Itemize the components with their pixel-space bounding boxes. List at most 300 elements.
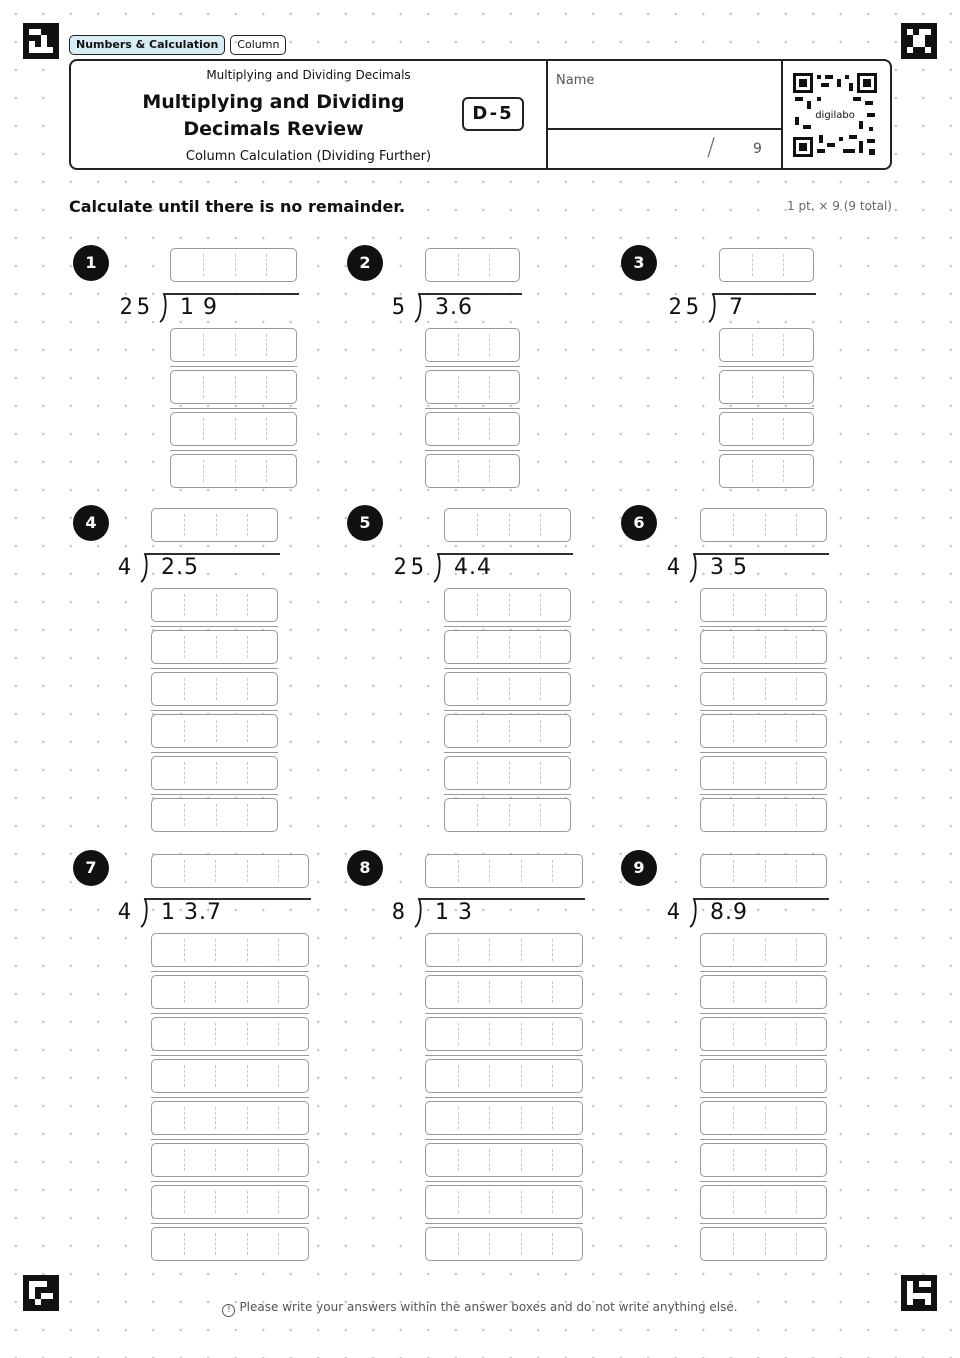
box-cell-divider <box>184 1065 185 1087</box>
box-cell-divider <box>458 860 459 882</box>
box-cell-divider <box>752 254 753 276</box>
divisor: 4 <box>666 900 684 925</box>
box-cell-divider <box>489 1107 490 1129</box>
subtraction-line <box>700 1013 827 1014</box>
dividend: 3.6 <box>435 295 473 320</box>
work-box[interactable] <box>151 1143 309 1177</box>
work-box[interactable] <box>425 1227 583 1261</box>
box-cell-divider <box>521 1065 522 1087</box>
divisor: 25 <box>668 295 703 320</box>
box-cell-divider <box>247 514 248 536</box>
box-cell-divider <box>215 1023 216 1045</box>
box-cell-divider <box>247 720 248 742</box>
work-box[interactable] <box>700 933 827 967</box>
box-cell-divider <box>509 636 510 658</box>
page-title: Multiplying and Dividing Decimals Review <box>142 91 405 140</box>
subtraction-line <box>151 1097 309 1098</box>
box-cell-divider <box>733 981 734 1003</box>
box-cell-divider <box>796 860 797 882</box>
box-cell-divider <box>203 460 204 482</box>
box-cell-divider <box>796 1107 797 1129</box>
work-box[interactable] <box>425 933 583 967</box>
box-cell-divider <box>278 981 279 1003</box>
subtraction-line <box>700 1223 827 1224</box>
work-box[interactable] <box>170 454 297 488</box>
box-cell-divider <box>184 678 185 700</box>
box-cell-divider <box>477 594 478 616</box>
box-cell-divider <box>796 939 797 961</box>
box-cell-divider <box>215 1107 216 1129</box>
box-cell-divider <box>489 939 490 961</box>
subtraction-line <box>151 752 278 753</box>
box-cell-divider <box>796 1065 797 1087</box>
box-cell-divider <box>552 1191 553 1213</box>
box-cell-divider <box>509 594 510 616</box>
box-cell-divider <box>540 594 541 616</box>
work-box[interactable] <box>700 630 827 664</box>
problem-number: 3 <box>621 245 657 281</box>
score-slash: / <box>707 133 716 161</box>
box-cell-divider <box>733 804 734 826</box>
work-box[interactable] <box>444 756 571 790</box>
box-cell-divider <box>184 1233 185 1255</box>
box-cell-divider <box>489 1233 490 1255</box>
subtraction-line <box>444 794 571 795</box>
work-box[interactable] <box>151 588 278 622</box>
subtraction-line <box>700 752 827 753</box>
qr-label: digilabo <box>815 110 855 121</box>
box-cell-divider <box>521 1149 522 1171</box>
box-cell-divider <box>216 636 217 658</box>
box-cell-divider <box>796 981 797 1003</box>
quotient-answer-box[interactable] <box>700 854 827 888</box>
box-cell-divider <box>752 418 753 440</box>
work-box[interactable] <box>444 798 571 832</box>
quotient-answer-box[interactable] <box>425 854 583 888</box>
subtraction-line <box>700 1139 827 1140</box>
work-box[interactable] <box>151 798 278 832</box>
box-cell-divider <box>489 254 490 276</box>
quotient-answer-box[interactable] <box>425 248 520 282</box>
box-cell-divider <box>247 594 248 616</box>
box-cell-divider <box>765 594 766 616</box>
tag-category: Numbers & Calculation <box>69 35 225 55</box>
subtraction-line <box>151 668 278 669</box>
header-title-area <box>71 61 546 168</box>
box-cell-divider <box>216 678 217 700</box>
box-cell-divider <box>216 762 217 784</box>
box-cell-divider <box>477 804 478 826</box>
header-divider <box>546 61 548 168</box>
work-box[interactable] <box>444 714 571 748</box>
box-cell-divider <box>552 1023 553 1045</box>
box-cell-divider <box>489 860 490 882</box>
box-cell-divider <box>458 334 459 356</box>
box-cell-divider <box>783 376 784 398</box>
box-cell-divider <box>477 514 478 536</box>
work-box[interactable] <box>700 1185 827 1219</box>
work-box[interactable] <box>700 798 827 832</box>
box-cell-divider <box>247 1233 248 1255</box>
work-box[interactable] <box>151 672 278 706</box>
box-cell-divider <box>184 1023 185 1045</box>
subtraction-line <box>151 626 278 627</box>
box-cell-divider <box>184 636 185 658</box>
subtraction-line <box>151 971 309 972</box>
box-cell-divider <box>796 804 797 826</box>
box-cell-divider <box>489 1191 490 1213</box>
work-box[interactable] <box>151 1185 309 1219</box>
box-cell-divider <box>752 460 753 482</box>
box-cell-divider <box>509 720 510 742</box>
box-cell-divider <box>458 1107 459 1129</box>
box-cell-divider <box>477 720 478 742</box>
box-cell-divider <box>184 860 185 882</box>
box-cell-divider <box>752 334 753 356</box>
box-cell-divider <box>266 334 267 356</box>
box-cell-divider <box>796 594 797 616</box>
work-box[interactable] <box>700 756 827 790</box>
box-cell-divider <box>184 762 185 784</box>
dividend: 1 9 <box>180 295 218 320</box>
box-cell-divider <box>765 678 766 700</box>
work-box[interactable] <box>700 1059 827 1093</box>
box-cell-divider <box>458 1149 459 1171</box>
box-cell-divider <box>235 418 236 440</box>
box-cell-divider <box>521 1023 522 1045</box>
box-cell-divider <box>216 720 217 742</box>
box-cell-divider <box>521 939 522 961</box>
box-cell-divider <box>489 376 490 398</box>
work-box[interactable] <box>719 370 814 404</box>
work-box[interactable] <box>700 672 827 706</box>
work-box[interactable] <box>151 1101 309 1135</box>
box-cell-divider <box>247 1191 248 1213</box>
box-cell-divider <box>796 678 797 700</box>
box-cell-divider <box>796 514 797 536</box>
box-cell-divider <box>509 804 510 826</box>
box-cell-divider <box>540 762 541 784</box>
dividend: 3 5 <box>710 555 748 580</box>
subtraction-line <box>700 971 827 972</box>
work-box[interactable] <box>444 588 571 622</box>
box-cell-divider <box>796 636 797 658</box>
work-box[interactable] <box>425 975 583 1009</box>
quotient-answer-box[interactable] <box>444 508 571 542</box>
box-cell-divider <box>540 720 541 742</box>
box-cell-divider <box>266 376 267 398</box>
box-cell-divider <box>765 1107 766 1129</box>
work-box[interactable] <box>151 1227 309 1261</box>
work-box[interactable] <box>425 1101 583 1135</box>
header-subtitle: Multiplying and Dividing Decimals <box>206 68 411 82</box>
divisor: 25 <box>119 295 154 320</box>
box-cell-divider <box>477 636 478 658</box>
subtraction-line <box>425 408 520 409</box>
work-box[interactable] <box>444 672 571 706</box>
box-cell-divider <box>783 460 784 482</box>
box-cell-divider <box>733 678 734 700</box>
work-box[interactable] <box>700 1227 827 1261</box>
box-cell-divider <box>552 1065 553 1087</box>
dividend: 1 3.7 <box>161 900 222 925</box>
box-cell-divider <box>278 1233 279 1255</box>
problem-number: 7 <box>73 850 109 886</box>
dividend: 1 3 <box>435 900 473 925</box>
subtraction-line <box>444 626 571 627</box>
box-cell-divider <box>247 939 248 961</box>
box-cell-divider <box>203 418 204 440</box>
name-label: Name <box>556 73 595 88</box>
work-box[interactable] <box>151 1017 309 1051</box>
dividend: 7 <box>729 295 744 320</box>
subtraction-line <box>170 450 297 451</box>
divisor: 4 <box>117 555 135 580</box>
box-cell-divider <box>247 1023 248 1045</box>
subtraction-line <box>151 1223 309 1224</box>
subtraction-line <box>425 1097 583 1098</box>
problem-number: 8 <box>347 850 383 886</box>
divisor: 25 <box>393 555 428 580</box>
subtraction-line <box>425 1181 583 1182</box>
work-box[interactable] <box>425 454 520 488</box>
box-cell-divider <box>203 376 204 398</box>
box-cell-divider <box>489 1149 490 1171</box>
subtraction-line <box>719 366 814 367</box>
subtraction-line <box>444 752 571 753</box>
box-cell-divider <box>184 514 185 536</box>
footer-note <box>0 1300 960 1317</box>
dividend: 2.5 <box>161 555 199 580</box>
info-icon: ! <box>222 1304 235 1317</box>
box-cell-divider <box>215 939 216 961</box>
box-cell-divider <box>552 1149 553 1171</box>
box-cell-divider <box>458 1233 459 1255</box>
division-bracket-icon <box>707 292 816 324</box>
work-box[interactable] <box>151 714 278 748</box>
box-cell-divider <box>796 720 797 742</box>
divisor: 4 <box>666 555 684 580</box>
box-cell-divider <box>477 678 478 700</box>
box-cell-divider <box>235 460 236 482</box>
work-box[interactable] <box>700 588 827 622</box>
quotient-answer-box[interactable] <box>151 508 278 542</box>
subtraction-line <box>151 1055 309 1056</box>
problem-number: 9 <box>621 850 657 886</box>
work-box[interactable] <box>719 328 814 362</box>
box-cell-divider <box>278 860 279 882</box>
box-cell-divider <box>184 720 185 742</box>
corner-marker-top-right <box>901 23 937 59</box>
box-cell-divider <box>733 720 734 742</box>
box-cell-divider <box>540 636 541 658</box>
box-cell-divider <box>783 418 784 440</box>
work-box[interactable] <box>151 1059 309 1093</box>
box-cell-divider <box>733 594 734 616</box>
box-cell-divider <box>765 1149 766 1171</box>
box-cell-divider <box>489 981 490 1003</box>
box-cell-divider <box>521 981 522 1003</box>
box-cell-divider <box>733 1023 734 1045</box>
box-cell-divider <box>489 418 490 440</box>
box-cell-divider <box>796 762 797 784</box>
box-cell-divider <box>540 804 541 826</box>
box-cell-divider <box>509 678 510 700</box>
work-box[interactable] <box>719 412 814 446</box>
box-cell-divider <box>733 1107 734 1129</box>
box-cell-divider <box>765 762 766 784</box>
subtraction-line <box>151 794 278 795</box>
subtraction-line <box>444 710 571 711</box>
problem-number: 5 <box>347 505 383 541</box>
box-cell-divider <box>247 762 248 784</box>
tag-type: Column <box>230 35 286 55</box>
work-box[interactable] <box>151 933 309 967</box>
box-cell-divider <box>552 981 553 1003</box>
box-cell-divider <box>215 1149 216 1171</box>
box-cell-divider <box>247 804 248 826</box>
box-cell-divider <box>489 1065 490 1087</box>
subtraction-line <box>700 1181 827 1182</box>
subtraction-line <box>700 710 827 711</box>
work-box[interactable] <box>700 1017 827 1051</box>
box-cell-divider <box>247 1149 248 1171</box>
box-cell-divider <box>247 1107 248 1129</box>
box-cell-divider <box>203 254 204 276</box>
box-cell-divider <box>552 1233 553 1255</box>
subtraction-line <box>151 1139 309 1140</box>
box-cell-divider <box>216 804 217 826</box>
box-cell-divider <box>540 514 541 536</box>
box-cell-divider <box>215 1191 216 1213</box>
work-box[interactable] <box>700 1101 827 1135</box>
box-cell-divider <box>215 860 216 882</box>
box-cell-divider <box>216 594 217 616</box>
worksheet-header <box>69 59 892 170</box>
box-cell-divider <box>458 1065 459 1087</box>
box-cell-divider <box>521 1107 522 1129</box>
work-box[interactable] <box>425 1143 583 1177</box>
box-cell-divider <box>247 981 248 1003</box>
box-cell-divider <box>278 1023 279 1045</box>
work-box[interactable] <box>151 975 309 1009</box>
box-cell-divider <box>458 376 459 398</box>
box-cell-divider <box>733 1149 734 1171</box>
qr-code-icon <box>793 73 877 157</box>
work-box[interactable] <box>700 1143 827 1177</box>
subtraction-line <box>425 450 520 451</box>
box-cell-divider <box>733 939 734 961</box>
box-cell-divider <box>184 1107 185 1129</box>
box-cell-divider <box>278 1191 279 1213</box>
subtraction-line <box>425 366 520 367</box>
header-subtitle-2: Column Calculation (Dividing Further) <box>185 149 432 164</box>
box-cell-divider <box>733 514 734 536</box>
box-cell-divider <box>765 981 766 1003</box>
box-cell-divider <box>278 939 279 961</box>
box-cell-divider <box>215 1233 216 1255</box>
work-box[interactable] <box>425 370 520 404</box>
subtraction-line <box>151 1013 309 1014</box>
box-cell-divider <box>783 334 784 356</box>
box-cell-divider <box>266 254 267 276</box>
quotient-answer-box[interactable] <box>170 248 297 282</box>
work-box[interactable] <box>444 630 571 664</box>
footer-text: Please write your answers within the answer boxes and do not write anything else. <box>239 1300 738 1314</box>
box-cell-divider <box>266 418 267 440</box>
quotient-answer-box[interactable] <box>151 854 309 888</box>
subtraction-line <box>425 1055 583 1056</box>
work-box[interactable] <box>425 328 520 362</box>
header-divider <box>546 128 781 130</box>
box-cell-divider <box>184 939 185 961</box>
box-cell-divider <box>540 678 541 700</box>
box-cell-divider <box>278 1065 279 1087</box>
work-box[interactable] <box>151 756 278 790</box>
subtraction-line <box>719 450 814 451</box>
work-box[interactable] <box>700 714 827 748</box>
work-box[interactable] <box>170 370 297 404</box>
box-cell-divider <box>215 1065 216 1087</box>
problem-number: 1 <box>73 245 109 281</box>
subtraction-line <box>700 1055 827 1056</box>
box-cell-divider <box>765 1065 766 1087</box>
quotient-answer-box[interactable] <box>719 248 814 282</box>
work-box[interactable] <box>425 1185 583 1219</box>
problem-number: 6 <box>621 505 657 541</box>
subtraction-line <box>425 1223 583 1224</box>
box-cell-divider <box>783 254 784 276</box>
box-cell-divider <box>489 1023 490 1045</box>
box-cell-divider <box>216 514 217 536</box>
box-cell-divider <box>489 334 490 356</box>
subtraction-line <box>151 1181 309 1182</box>
box-cell-divider <box>184 1149 185 1171</box>
work-box[interactable] <box>425 1017 583 1051</box>
box-cell-divider <box>235 254 236 276</box>
box-cell-divider <box>765 939 766 961</box>
work-box[interactable] <box>719 454 814 488</box>
box-cell-divider <box>796 1023 797 1045</box>
subtraction-line <box>719 408 814 409</box>
box-cell-divider <box>458 1191 459 1213</box>
box-cell-divider <box>184 804 185 826</box>
box-cell-divider <box>458 1023 459 1045</box>
work-box[interactable] <box>151 630 278 664</box>
score-total: 9 <box>753 141 762 157</box>
work-box[interactable] <box>425 412 520 446</box>
dividend: 8.9 <box>710 900 748 925</box>
subtraction-line <box>700 668 827 669</box>
work-box[interactable] <box>170 328 297 362</box>
quotient-answer-box[interactable] <box>700 508 827 542</box>
box-cell-divider <box>235 376 236 398</box>
subtraction-line <box>425 1013 583 1014</box>
box-cell-divider <box>266 460 267 482</box>
box-cell-divider <box>278 1107 279 1129</box>
work-box[interactable] <box>700 975 827 1009</box>
work-box[interactable] <box>170 412 297 446</box>
box-cell-divider <box>765 720 766 742</box>
work-box[interactable] <box>425 1059 583 1093</box>
header-divider <box>781 61 783 168</box>
box-cell-divider <box>184 1191 185 1213</box>
box-cell-divider <box>521 1233 522 1255</box>
problem-number: 4 <box>73 505 109 541</box>
worksheet-code-badge: D-5 <box>462 97 524 131</box>
box-cell-divider <box>733 860 734 882</box>
box-cell-divider <box>521 1191 522 1213</box>
